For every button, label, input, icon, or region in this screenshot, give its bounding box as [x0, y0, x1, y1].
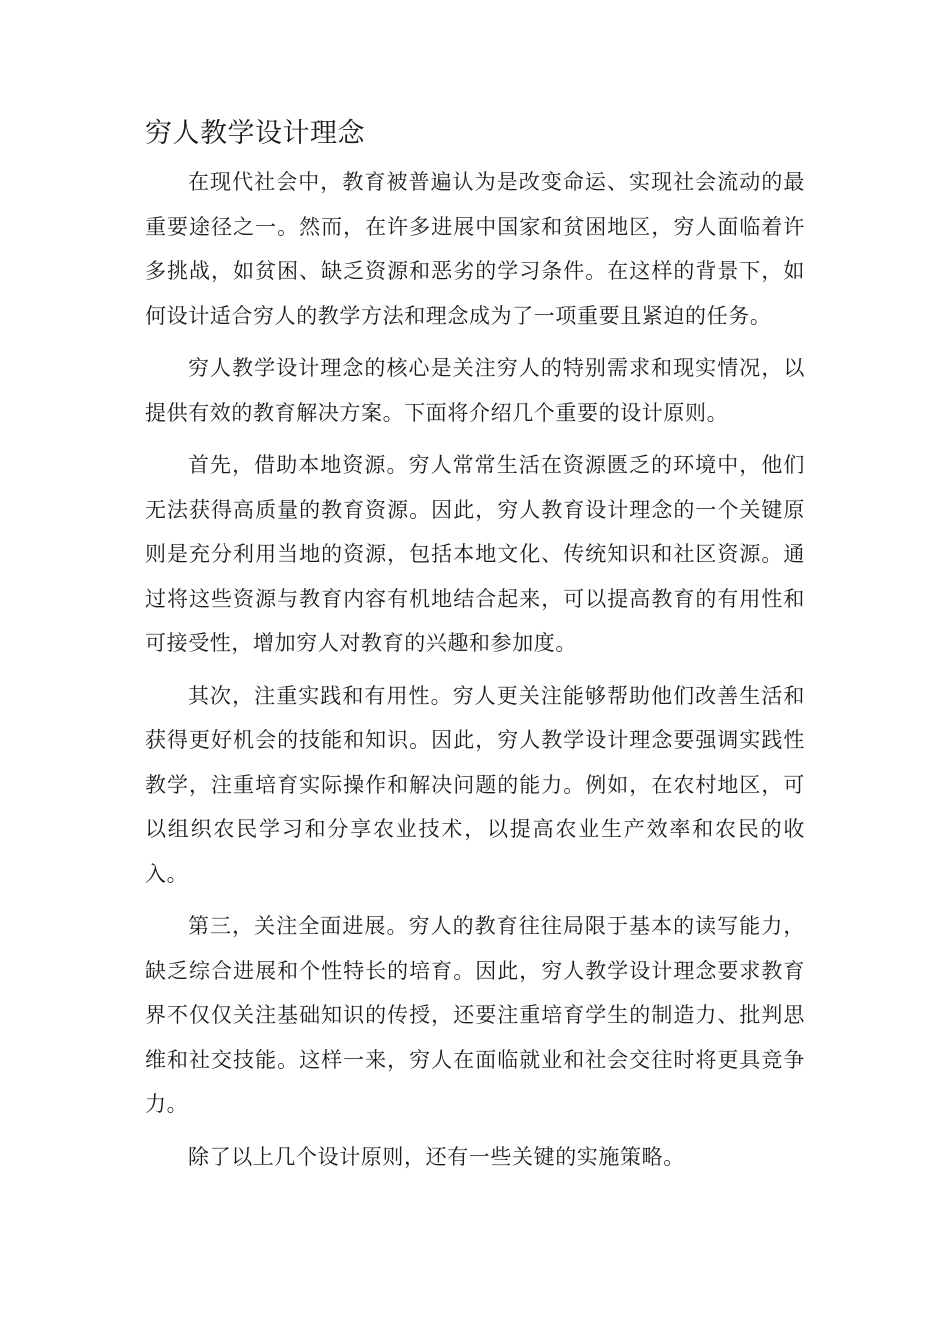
- paragraph-principle-local-resources: 首先，借助本地资源。穷人常常生活在资源匮乏的环境中，他们无法获得高质量的教育资源。因此，穷人教育设计理念的一个关键原则是充分利用当地的资源，包括本地文化、传统知识和社区资源。通过将这些资源与教育内容有机地结合起来，可以提高教育的有用性和可接受性，增加穷人对教育的兴趣和参加度。: [145, 453, 805, 655]
- document-title: 穷人教学设计理念: [145, 118, 365, 149]
- paragraph-implementation-strategies: 除了以上几个设计原则，还有一些关键的实施策略。: [188, 1144, 685, 1169]
- paragraph-principle-holistic-development: 第三，关注全面进展。穷人的教育往往局限于基本的读写能力，缺乏综合进展和个性特长的培育。因此，穷人教学设计理念要求教育界不仅仅关注基础知识的传授，还要注重培育学生的制造力、批判思维和社交技能。这样一来，穷人在面临就业和社会交往时将更具竞争力。: [145, 914, 805, 1116]
- paragraph-core-idea: 穷人教学设计理念的核心是关注穷人的特别需求和现实情况，以提供有效的教育解决方案。下面将介绍几个重要的设计原则。: [145, 356, 805, 425]
- document-body: [145, 160, 805, 1187]
- paragraph-principle-practice: 其次，注重实践和有用性。穷人更关注能够帮助他们改善生活和获得更好机会的技能和知识。因此，穷人教学设计理念要强调实践性教学，注重培育实际操作和解决问题的能力。例如，在农村地区，可以组织农民学习和分享农业技术，以提高农业生产效率和农民的收入。: [145, 683, 805, 886]
- paragraph-intro: 在现代社会中，教育被普遍认为是改变命运、实现社会流动的最重要途径之一。然而，在许多进展中国家和贫困地区，穷人面临着许多挑战，如贫困、缺乏资源和恶劣的学习条件。在这样的背景下，如何设计适合穷人的教学方法和理念成为了一项重要且紧迫的任务。: [145, 170, 805, 328]
